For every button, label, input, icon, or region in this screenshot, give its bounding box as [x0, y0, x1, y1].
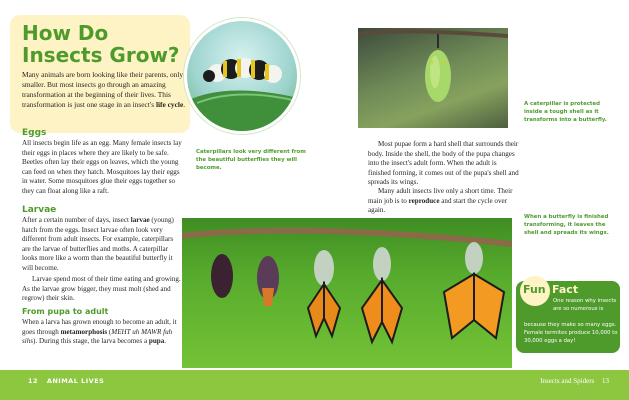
chrysalis-caption: A caterpillar is protected inside a tough shell as it transforms into a butterfly.	[524, 101, 607, 123]
fun-fact-text-1: One reason why insects are so numerous is	[553, 298, 617, 312]
pupa-paragraph: When a larva has grown enough to become an adult, it goes through metamorphosis (MEHT uh MAWR fuh sihs). During this stage, the larva becomes a pupa.	[22, 318, 177, 346]
larvae-paragraph-1: After a certain number of days, insect larvae (young) hatch from the eggs. Insect larvae often look very different from adult insects. For example, caterpillars are the larvae of butterflies and moths. A caterpillar looks more like a worm than the beautiful butterfly it will become.	[22, 216, 174, 272]
page-title: How Do Insects Grow?	[22, 21, 180, 67]
footer-left	[28, 377, 104, 385]
page-footer	[0, 370, 629, 400]
caterpillar-illustration	[187, 21, 300, 134]
butterfly-emergence-photo	[182, 218, 512, 368]
chrysalis-illustration	[358, 28, 508, 128]
left-page-number: 12	[28, 377, 39, 385]
right-running-title: Insects and Spiders	[540, 377, 595, 385]
footer-right	[534, 377, 609, 385]
pupae-paragraph: Most pupae form a hard shell that surrounds their body. Inside the shell, the body of the pupa changes into the insect's adult form. When the adult is finished forming, it comes out of the pupa's shell and spreads its wings.	[368, 140, 519, 187]
fun-label: Fun	[523, 283, 546, 296]
butterfly-sequence-illustration	[182, 218, 512, 368]
adult-paragraph: Many adult insects live only a short time. Their main job is to reproduce and start the cycle over again.	[368, 187, 513, 215]
chrysalis-photo	[358, 28, 508, 128]
right-page-number: 13	[602, 377, 609, 385]
pupa-heading: From pupa to adult	[22, 307, 109, 316]
fact-label: Fact	[552, 283, 579, 296]
left-running-title: ANIMAL LIVES	[46, 377, 105, 385]
larvae-paragraph-2: Larvae spend most of their time eating and growing. As the larvae grow bigger, they must molt (shed and regrow) their skin.	[22, 275, 181, 303]
eggs-paragraph: All insects begin life as an egg. Many female insects lay their eggs in places where they are likely to be safe. Beetles often lay their eggs on leaves, which the young can feed on when they hatch. Mosquitoes lay their eggs in water. Some mosquitoes glue their eggs together so they can float along like a raft.	[22, 139, 182, 195]
larvae-heading: Larvae	[22, 205, 57, 215]
caterpillar-caption: Caterpillars look very different from the beautiful butterflies they will become.	[196, 149, 306, 171]
eggs-heading: Eggs	[22, 128, 47, 138]
butterfly-caption: When a butterfly is finished transforming, it leaves the shell and spreads its wings.	[524, 214, 609, 236]
caterpillar-photo	[184, 18, 300, 134]
caterpillar-body	[203, 58, 282, 83]
intro-paragraph: Many animals are born looking like their parents, only smaller. But most insects go through an amazing transformation at the beginning of their lives. This transformation is just one stage in an insect's life cycle.	[22, 70, 186, 109]
fun-fact-text-2: because they make so many eggs. Female termites produce 10,000 to 30,000 eggs a day!	[524, 322, 618, 344]
